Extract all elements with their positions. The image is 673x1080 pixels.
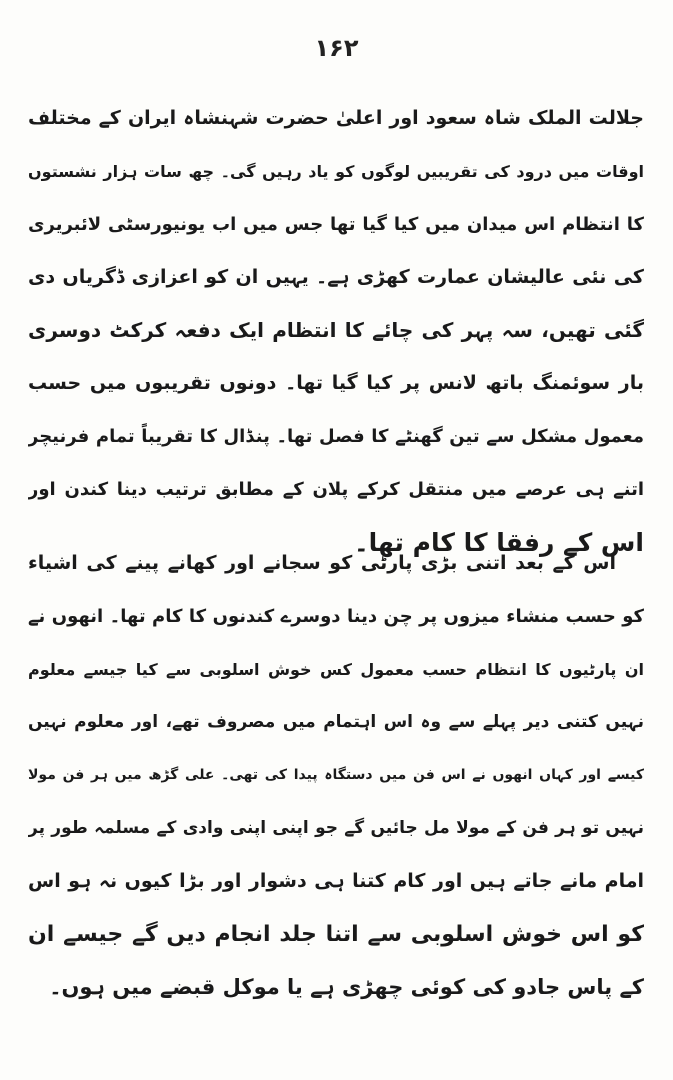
- text-line: امام مانے جاتے ہیں اور کام کتنا ہی دشوار اور بڑا کیوں نہ ہو اس: [28, 870, 644, 892]
- text-line: کیسے اور کہاں انھوں نے اس فن میں دستگاہ پیدا کی تھی۔ علی گڑھ میں ہر فن مولا: [28, 767, 644, 783]
- text-line: نہیں کتنی دیر پہلے سے وہ اس اہتمام میں مصروف تھے، اور معلوم نہیں: [28, 712, 644, 732]
- text-line: کی نئی عالیشان عمارت کھڑی ہے۔ یہیں ان کو اعزازی ڈگریاں دی: [28, 266, 644, 288]
- text-line: اس کے رفقا کا کام تھا۔: [353, 528, 644, 557]
- paragraph-2: [28, 537, 644, 1014]
- text-line: کو اس خوش اسلوبی سے اتنا جلد انجام دیں گے جیسے ان: [28, 922, 644, 947]
- text-line: نہیں تو ہر فن کے مولا مل جائیں گے جو اپنی اپنی وادی کے مسلمہ طور پر: [28, 818, 644, 838]
- text-line: کا انتظام اس میدان میں کیا گیا تھا جس میں اب یونیورسٹی لائبریری: [28, 214, 644, 235]
- paragraph-1: [28, 92, 644, 569]
- text-line: گئی تھیں، سہ پہر کی چائے کا انتظام ایک دفعہ کرکٹ دوسری: [28, 318, 644, 342]
- text-line: اس کے بعد اتنی بڑی پارٹی کو سجانے اور کھانے پینے کی اشیاء: [28, 552, 616, 574]
- text-line: اتنے ہی عرصے میں منتقل کرکے پلان کے مطابق ترتیب دینا کندن اور: [28, 479, 644, 500]
- text-line: کو حسب منشاء میزوں پر چن دینا دوسرے کندنوں کا کام تھا۔ انھوں نے: [28, 606, 644, 627]
- text-line: اوقات میں درود کی تقریبیں لوگوں کو یاد رہیں گی۔ چھ سات ہزار نشستوں: [28, 162, 644, 181]
- text-line: ان پارٹیوں کا انتظام حسب معمول کس خوش اسلوبی سے کیا جیسے معلوم: [28, 660, 644, 679]
- text-line: معمول مشکل سے تین گھنٹے کا فصل تھا۔ پنڈال کا تقریباً تمام فرنیچر: [28, 426, 644, 447]
- text-line: کے پاس جادو کی کوئی چھڑی ہے یا موکل قبضے میں ہوں۔: [49, 975, 644, 999]
- text-line: بار سوئمنگ باتھ لانس پر کیا گیا تھا۔ دونوں تقریبوں میں حسب: [28, 372, 644, 394]
- page-number: ۱۶۲: [314, 34, 359, 62]
- text-line: جلالت الملک شاہ سعود اور اعلیٰ حضرت شہنشاہ ایران کے مختلف: [28, 107, 644, 129]
